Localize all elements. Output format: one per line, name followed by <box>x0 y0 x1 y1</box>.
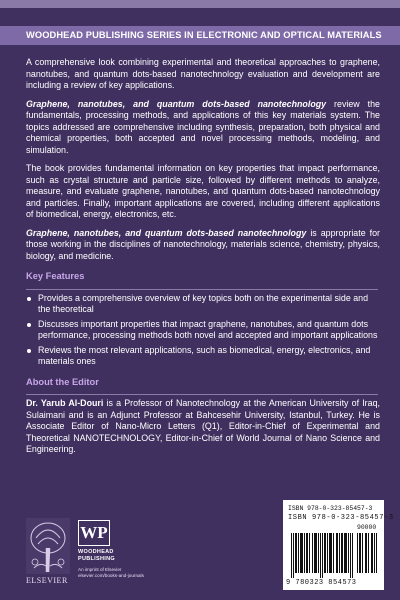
details-paragraph: The book provides fundamental information on key properties that impact performance, such as crystal structure and particle size, followed by different methods to analyze, measure, and evaluate graphene, nanotubes, and quantum dots-based nanotechnology and particles. Finally, important applications are covered, including different applications of biomedical, energy, electronics, etc. <box>26 163 380 219</box>
ean-number: 9 780323 854573 <box>286 579 357 587</box>
publisher-logos <box>26 518 176 588</box>
addon-barcode <box>357 533 377 573</box>
audience-text: is appropriate for those working in the disciplines of nanotechnology, materials science, chemistry, physics, biology, and medicine. <box>26 227 380 261</box>
editor-name: Dr. Yarub Al-Douri <box>26 398 104 408</box>
feature-item: Provides a comprehensive overview of key topics both on the experimental side and the theoretical <box>26 293 380 316</box>
woodhead-name: WOODHEAD PUBLISHING <box>78 549 115 562</box>
feature-item: Reviews the most relevant applications, such as biomedical, energy, electronics, and materials ones <box>26 345 380 368</box>
isbn-text: ISBN 978-0-323-85457-3 <box>288 505 373 512</box>
woodhead-logo: WP <box>78 520 110 546</box>
isbn-barcode <box>283 500 394 590</box>
top-strip <box>0 0 400 8</box>
editor-bio <box>26 398 380 456</box>
imprint-line: An imprint of Elsevier <box>78 567 122 572</box>
divider <box>26 289 378 290</box>
audience-paragraph <box>26 228 380 263</box>
divider <box>26 394 378 395</box>
editor-bio-text: is a Professor of Nanotechnology at the American University of Iraq, Sulaimani and is an Adjunct Professor at Bahcesehir University, Istanbul, Turkey. He is Associate Editor of Nano-Micro Letters (Q1), Editor-in-Chief of Experimental and Theoretical NANOTECHNOLOGY, Editor-in-Chief of World Journal of Nano Science and Engineering. <box>26 398 380 454</box>
back-cover-text <box>26 57 380 456</box>
feature-item: Discusses important properties that impact graphene, nanotubes, and quantum dots performance, processing methods both novel and accepted and important applications <box>26 319 380 342</box>
editor-paragraph <box>26 398 380 456</box>
isbn-ocr-text: ISBN 978-0-323-85457-3 <box>288 514 394 522</box>
series-title: WOODHEAD PUBLISHING SERIES IN ELECTRONIC AND OPTICAL MATERIALS <box>0 26 400 45</box>
key-features-heading: Key Features <box>26 271 85 281</box>
key-features-list <box>26 293 380 368</box>
about-editor-heading: About the Editor <box>26 376 99 387</box>
publisher-url: elsevier.com/books-and-journals <box>78 573 144 578</box>
elsevier-tree-icon <box>26 518 70 574</box>
price-code: 90000 <box>357 524 377 531</box>
description-text: review the fundamentals, processing methods, and applications of this key materials system. The topics addressed are comprehensive including synthesis, preparation, both physical and chemical properties, both accepted and novel processing methods, modeling, and simulation. <box>26 98 380 155</box>
description-paragraph <box>26 99 380 157</box>
elsevier-wordmark: ELSEVIER <box>26 576 68 585</box>
imprint-note <box>78 567 173 579</box>
ean-barcode <box>291 533 353 578</box>
intro-paragraph: A comprehensive look combining experimental and theoretical approaches to graphene, nanotubes, and quantum dots-based nanotechnology evaluation and development are including a review of key applications. <box>26 57 380 90</box>
book-title-italic: Graphene, nanotubes, and quantum dots-based nanotechnology <box>26 98 327 109</box>
book-title-italic-2: Graphene, nanotubes, and quantum dots-based nanotechnology <box>26 227 307 238</box>
